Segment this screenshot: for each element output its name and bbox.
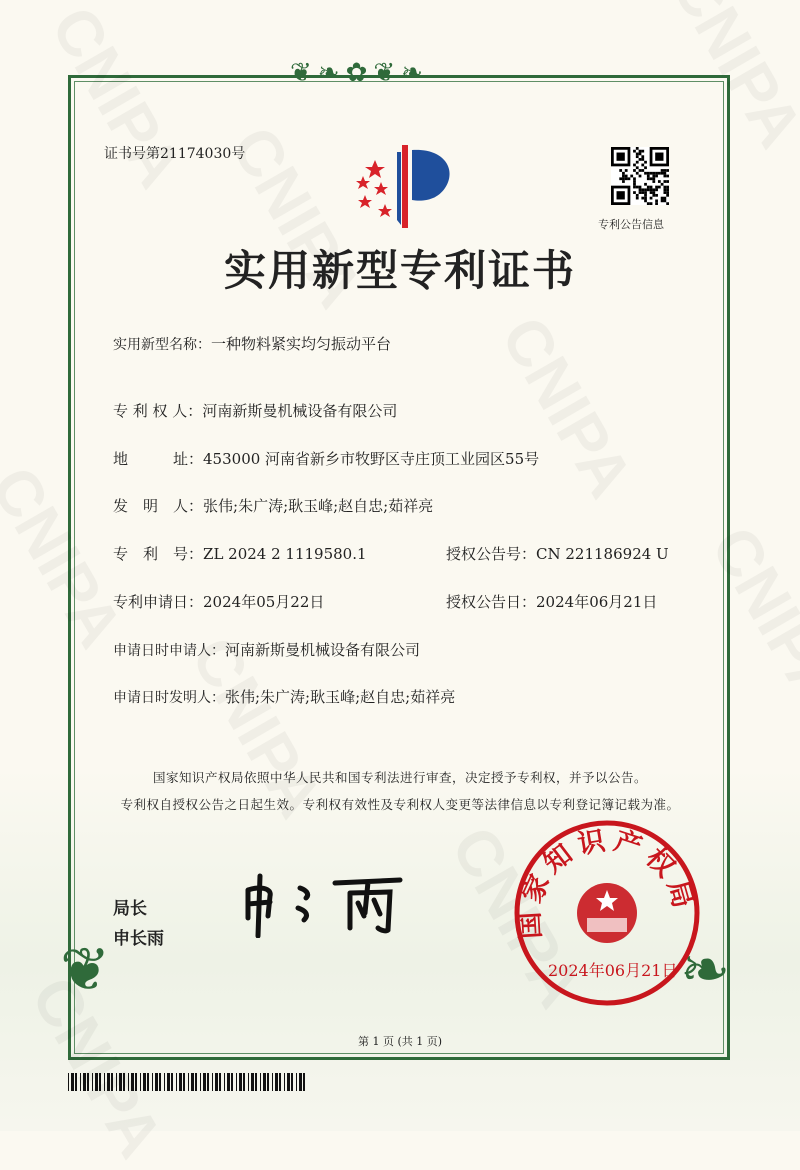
corner-ornament-right: ❧ xyxy=(680,935,731,1005)
field-inventors-at-filing: 申请日时发明人：张伟;朱广涛;耿玉峰;赵自忠;茹祥亮 xyxy=(113,688,456,706)
director-signature xyxy=(240,868,420,938)
top-ornament: ❦❧✿❦❧ xyxy=(290,58,429,88)
corner-ornament-left: ❦ xyxy=(60,935,111,1005)
qr-label: 专利公告信息 xyxy=(598,218,664,231)
seal-text: 国家知识产权局 xyxy=(514,824,700,940)
field-patent-number: 专 利 号：ZL 2024 2 1119580.1 xyxy=(113,545,367,563)
director-name: 申长雨 xyxy=(113,929,164,949)
notice-line-2: 专利权自授权公告之日起生效。专利权有效性及专利权人变更等法律信息以专利登记簿记载为准。 xyxy=(120,797,680,812)
seal-date: 2024年06月21日 xyxy=(548,961,678,980)
cnipa-logo xyxy=(345,140,465,235)
field-publication-date: 授权公告日：2024年06月21日 xyxy=(446,593,658,611)
field-publication-number: 授权公告号：CN 221186924 U xyxy=(446,545,669,563)
qr-code[interactable] xyxy=(611,147,669,205)
notice-line-1: 国家知识产权局依照中华人民共和国专利法进行审查，决定授予专利权，并予以公告。 xyxy=(152,770,647,785)
certificate-number: 证书号第21174030号 xyxy=(104,146,246,162)
page-number: 第 1 页 (共 1 页) xyxy=(357,1035,443,1048)
barcode xyxy=(68,1073,308,1091)
director-title: 局长 xyxy=(113,899,147,919)
field-utility-model-name: 实用新型名称：一种物料紧实均匀振动平台 xyxy=(113,335,392,353)
certificate-title: 实用新型专利证书 xyxy=(223,246,576,295)
field-inventors: 发 明 人：张伟;朱广涛;耿玉峰;赵自忠;茹祥亮 xyxy=(113,497,434,515)
field-application-date: 专利申请日：2024年05月22日 xyxy=(113,593,325,611)
field-patentee: 专 利 权 人：河南新斯曼机械设备有限公司 xyxy=(113,402,398,420)
field-address: 地 址：453000 河南省新乡市牧野区寺庄顶工业园区55号 xyxy=(113,450,540,468)
field-applicant-at-filing: 申请日时申请人：河南新斯曼机械设备有限公司 xyxy=(113,641,421,659)
